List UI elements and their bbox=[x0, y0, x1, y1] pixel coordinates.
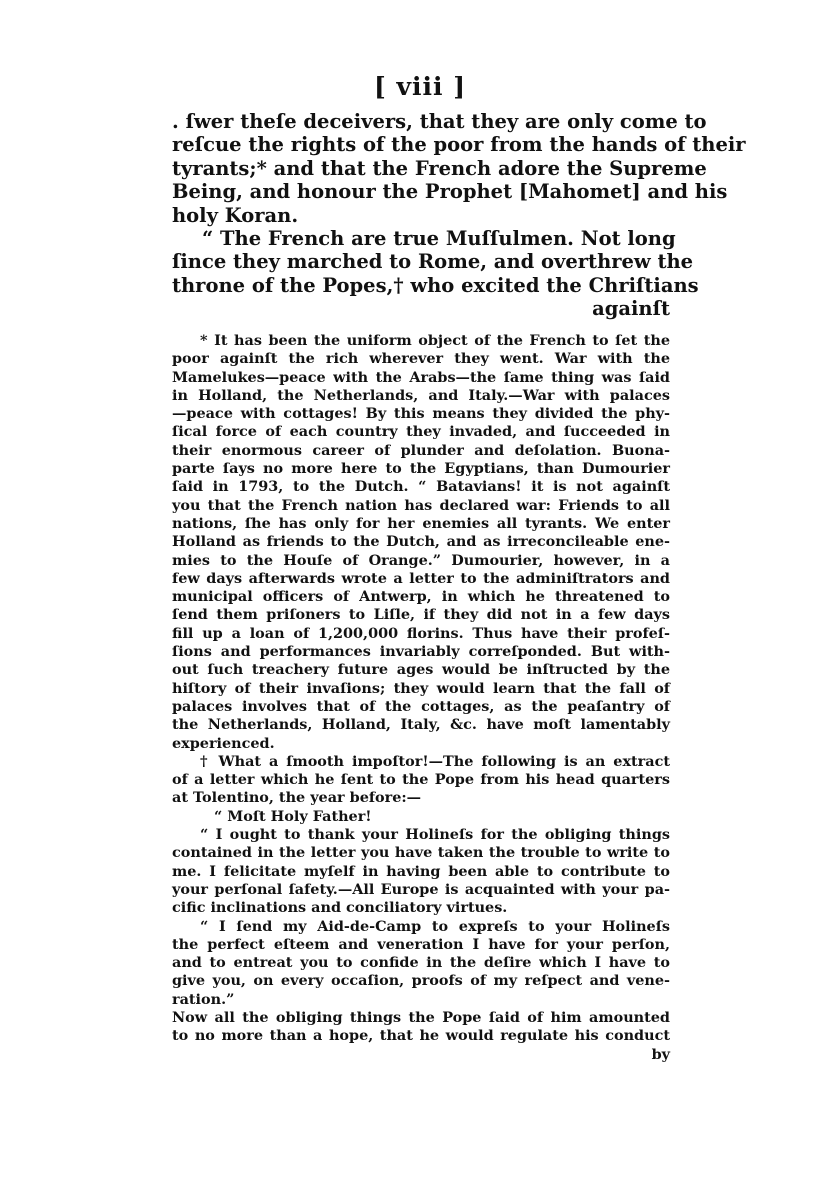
footnote-line: to no more than a hope, that he would regulate his conduct bbox=[172, 1027, 670, 1045]
footnote-line: ſical force of each country they invaded, and ſucceeded in bbox=[172, 423, 670, 441]
footnote-line: of a letter which he ſent to the Pope from his head quarters bbox=[172, 771, 670, 789]
footnote-line: out ſuch treachery future ages would be inſtructed by the bbox=[172, 661, 670, 679]
main-line: ſince they marched to Rome, and overthrew the bbox=[172, 250, 694, 274]
main-line: Being, and honour the Prophet [Mahomet] and his bbox=[172, 180, 728, 204]
footnote-line: * It has been the uniform object of the French to ſet the bbox=[200, 332, 670, 349]
footnotes bbox=[172, 332, 670, 1064]
main-line: “ The French are true Muſſulmen. Not long bbox=[202, 227, 676, 251]
footnote-line: and to entreat you to confide in the deſire which I have to bbox=[172, 954, 670, 972]
footnote-line: Mamelukes—peace with the Arabs—the ſame thing was ſaid bbox=[172, 368, 670, 386]
main-line: . ſwer theſe deceivers, that they are only come to bbox=[172, 110, 707, 133]
main-line: holy Koran. bbox=[172, 203, 299, 227]
footnote-line: hiſtory of their invaſions; they would learn that the fall of bbox=[172, 679, 670, 697]
footnote-line: nations, ſhe has only for her enemies all tyrants. We enter bbox=[172, 514, 670, 532]
footnote-line: in Holland, the Netherlands, and Italy.—War with palaces bbox=[172, 386, 670, 404]
footnote-line: experienced. bbox=[172, 734, 275, 752]
footnote-line: “ I ought to thank your Holineſs for the obliging things bbox=[200, 826, 670, 844]
footnote-line: —peace with cottages! By this means they divided the phy- bbox=[172, 405, 670, 423]
catchword: by bbox=[651, 1045, 670, 1063]
footnote-line: contained in the letter you have taken the trouble to write to bbox=[172, 844, 670, 862]
footnote-line: their enormous career of plunder and deſolation. Buona- bbox=[172, 441, 670, 459]
main-line: throne of the Popes,† who excited the Chriſtians bbox=[172, 273, 699, 297]
footnote-line: parte ſays no more here to the Egyptians, than Dumourier bbox=[172, 460, 670, 478]
footnote-line: cific inclinations and conciliatory virtues. bbox=[172, 899, 508, 917]
main-line: reſcue the rights of the poor from the hands of their bbox=[172, 133, 746, 157]
footnote-line: the perfect eſteem and veneration I have for your perſon, bbox=[172, 935, 670, 953]
footnote-line: palaces involves that of the cottages, as the peaſantry of bbox=[172, 697, 670, 715]
footnote-line: municipal officers of Antwerp, in which he threatened to bbox=[172, 588, 670, 606]
footnote-line: ſaid in 1793, to the Dutch. “ Batavians! it is not againſt bbox=[172, 478, 670, 496]
footnote-line: me. I felicitate myſelf in having been able to contribute to bbox=[172, 862, 670, 880]
footnote-line: fill up a loan of 1,200,000 florins. Thus have their profeſ- bbox=[172, 624, 670, 642]
footnote-line: ſend them priſoners to Liſle, if they did not in a few days bbox=[172, 606, 670, 624]
footnote-line: give you, on every occaſion, proofs of my reſpect and vene- bbox=[172, 972, 670, 990]
footnote-line: “ Moſt Holy Father! bbox=[214, 807, 372, 825]
footnote-line: Holland as friends to the Dutch, and as irreconcileable ene- bbox=[172, 533, 670, 551]
footnote-line: mies to the Houſe of Orange.” Dumourier, however, in a bbox=[172, 551, 670, 569]
footnote-line: ration.” bbox=[172, 990, 235, 1008]
page-number-header: [ viii ] bbox=[373, 72, 467, 101]
footnote-line: poor againſt the rich wherever they went. War with the bbox=[172, 350, 670, 368]
footnote-line: few days afterwards wrote a letter to the adminiſtrators and bbox=[172, 569, 670, 587]
main-line: tyrants;* and that the French adore the Supreme bbox=[172, 156, 707, 180]
footnote-line: the Netherlands, Holland, Italy, &c. have moſt lamentably bbox=[172, 716, 670, 734]
footnote-line: Now all the obliging things the Pope ſaid of him amounted bbox=[172, 1008, 670, 1026]
footnote-line: † What a ſmooth impoſtor!—The following is an extract bbox=[200, 752, 670, 770]
footnote-line: you that the French nation has declared war: Friends to all bbox=[172, 496, 670, 514]
catchword: againſt bbox=[592, 297, 670, 321]
main-text bbox=[172, 110, 746, 321]
footnote-line: ſions and performances invariably correſponded. But with- bbox=[172, 643, 670, 661]
footnote-line: “ I ſend my Aid-de-Camp to expreſs to your Holineſs bbox=[200, 917, 670, 935]
footnote-line: at Tolentino, the year before:— bbox=[172, 789, 422, 807]
footnote-line: your perſonal ſafety.—All Europe is acquainted with your pa- bbox=[172, 880, 670, 898]
